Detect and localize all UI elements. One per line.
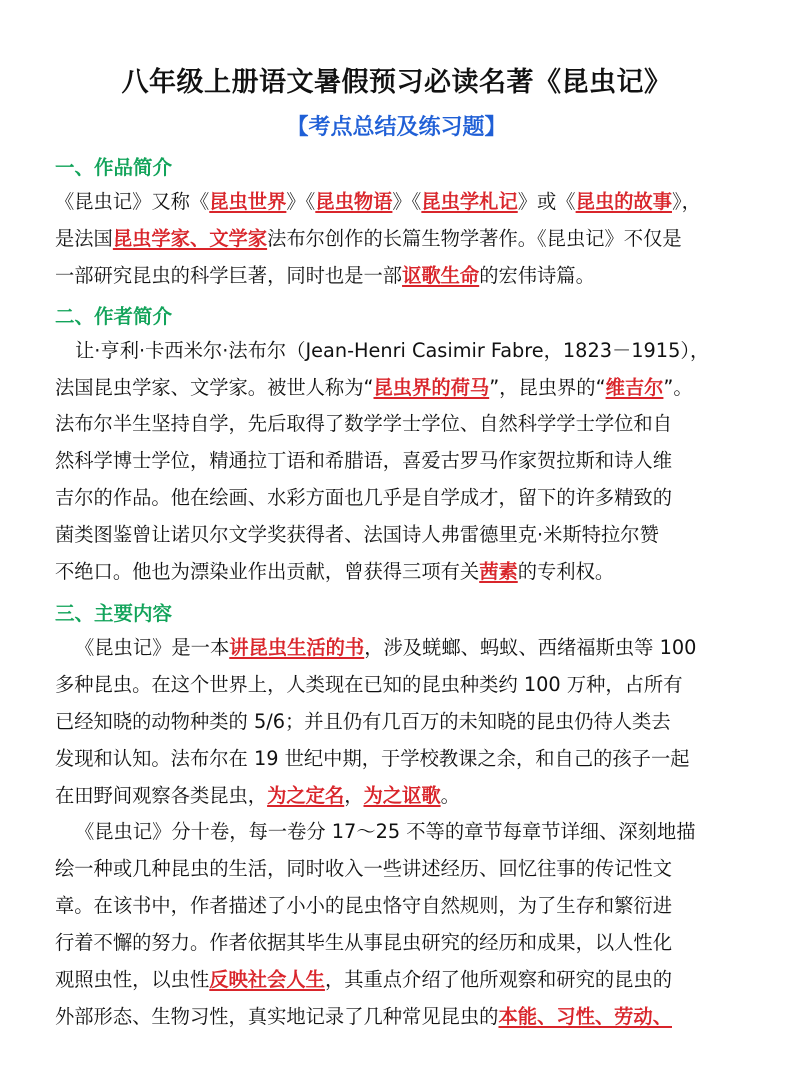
paragraph-line <box>55 225 745 255</box>
highlighted-term: 昆虫物语 <box>315 190 393 213</box>
highlighted-term: 昆虫世界 <box>209 190 287 213</box>
text-run: 然科学博士学位，精通拉丁语和希腊语，喜爱古罗马作家贺拉斯和诗人维 <box>55 449 672 472</box>
paragraph-line <box>55 708 745 738</box>
page-subtitle: 【考点总结及练习题】 <box>286 115 507 140</box>
paragraph-line <box>55 447 745 477</box>
section-heading-content: 三、主要内容 <box>55 602 173 625</box>
text-run: ，其重点介绍了他所观察和研究的昆虫的 <box>324 968 672 991</box>
text-run: 》《 <box>392 190 422 213</box>
text-run: ”，昆虫界的“ <box>489 376 606 399</box>
text-run: 绘一种或几种昆虫的生活，同时收入一些讲述经历、回忆往事的传记性文 <box>55 857 672 880</box>
text-run: 的宏伟诗篇。 <box>479 264 595 287</box>
section-heading-author: 二、作者简介 <box>55 305 173 328</box>
paragraph-line <box>55 966 745 996</box>
text-run: 《昆虫记》是一本 <box>75 636 230 659</box>
text-run: 》或《 <box>517 190 576 213</box>
text-run: 一部研究昆虫的科学巨著，同时也是一部 <box>55 264 403 287</box>
text-run: 章。在该书中，作者描述了小小的昆虫恪守自然规则，为了生存和繁衍进 <box>55 894 672 917</box>
text-run: 在田野间观察各类昆虫， <box>55 784 268 807</box>
text-run: ，涉及蜣螂、蚂蚁、西绪福斯虫等 100 <box>364 636 697 659</box>
paragraph-line <box>55 262 745 292</box>
highlighted-term: 昆虫界的荷马 <box>373 376 490 399</box>
highlighted-term: 昆虫学家、文学家 <box>112 227 268 250</box>
highlighted-term: 茜素 <box>479 560 518 583</box>
highlighted-term: 维吉尔 <box>605 376 664 399</box>
paragraph-line <box>55 745 745 775</box>
section-heading-intro: 一、作品简介 <box>55 156 173 179</box>
text-run: 》《 <box>286 190 316 213</box>
text-run: 行着不懈的努力。作者依据其毕生从事昆虫研究的经历和成果，以人性化 <box>55 931 672 954</box>
text-run: 吉尔的作品。他在绘画、水彩方面也几乎是自学成才，留下的许多精致的 <box>55 486 672 509</box>
text-run: 的专利权。 <box>517 560 615 583</box>
text-run: 法布尔创作的长篇生物学著作。《昆虫记》不仅是 <box>267 227 682 250</box>
text-run: 《昆虫记》分十卷，每一卷分 17～25 不等的章节每章节详细、深刻地描 <box>75 820 696 843</box>
highlighted-term: 本能、习性、劳动、 <box>498 1005 672 1028</box>
highlighted-term: 为之讴歌 <box>363 784 441 807</box>
text-run: 不绝口。他也为漂染业作出贡献，曾获得三项有关 <box>55 560 480 583</box>
highlighted-term: 昆虫学札记 <box>421 190 518 213</box>
page-title: 八年级上册语文暑假预习必读名著《昆虫记》 <box>121 67 672 98</box>
text-run: 是法国 <box>55 227 113 250</box>
paragraph-line <box>55 1003 745 1033</box>
paragraph-line <box>55 929 745 959</box>
text-run: 《昆虫记》又称《 <box>55 190 210 213</box>
text-run: 让·亨利·卡西米尔·法布尔（Jean-Henri Casimir Fabre，1823－1915）， <box>75 339 710 362</box>
paragraph-line <box>75 337 745 367</box>
text-run: 发现和认知。法布尔在 19 世纪中期，于学校教课之余，和自己的孩子一起 <box>55 747 690 770</box>
text-run: 》， <box>672 190 701 213</box>
paragraph-line <box>55 671 745 701</box>
highlighted-term: 讴歌生命 <box>402 264 480 287</box>
text-run: 观照虫性，以虫性 <box>55 968 210 991</box>
text-run: 法布尔半生坚持自学，先后取得了数学学士学位、自然科学学士学位和自 <box>55 412 672 435</box>
highlighted-term: 昆虫的故事 <box>575 190 672 213</box>
paragraph-line <box>55 782 745 812</box>
paragraph-line <box>75 634 745 664</box>
text-run: 外部形态、生物习性，真实地记录了几种常见昆虫的 <box>55 1005 499 1028</box>
paragraph-line <box>55 855 745 885</box>
paragraph-line <box>55 410 745 440</box>
paragraph-line <box>75 818 745 848</box>
text-run: ”。 <box>663 376 693 399</box>
paragraph-line <box>55 484 745 514</box>
highlighted-term: 为之定名 <box>267 784 345 807</box>
text-run: 法国昆虫学家、文学家。被世人称为“ <box>55 376 374 399</box>
paragraph-line <box>55 188 745 218</box>
text-run: ， <box>344 784 364 807</box>
highlighted-term: 讲昆虫生活的书 <box>229 636 365 659</box>
text-run: 菌类图鉴曾让诺贝尔文学奖获得者、法国诗人弗雷德里克·米斯特拉尔赞 <box>55 523 659 546</box>
text-run: 多种昆虫。在这个世界上，人类现在已知的昆虫种类约 100 万种，占所有 <box>55 673 683 696</box>
paragraph-line <box>55 558 745 588</box>
text-run: 。 <box>440 784 460 807</box>
paragraph-line <box>55 521 745 551</box>
highlighted-term: 反映社会人生 <box>209 968 325 991</box>
text-run: 已经知晓的动物种类的 5/6；并且仍有几百万的未知晓的昆虫仍待人类去 <box>55 710 671 733</box>
paragraph-line <box>55 892 745 922</box>
paragraph-line <box>55 374 745 404</box>
